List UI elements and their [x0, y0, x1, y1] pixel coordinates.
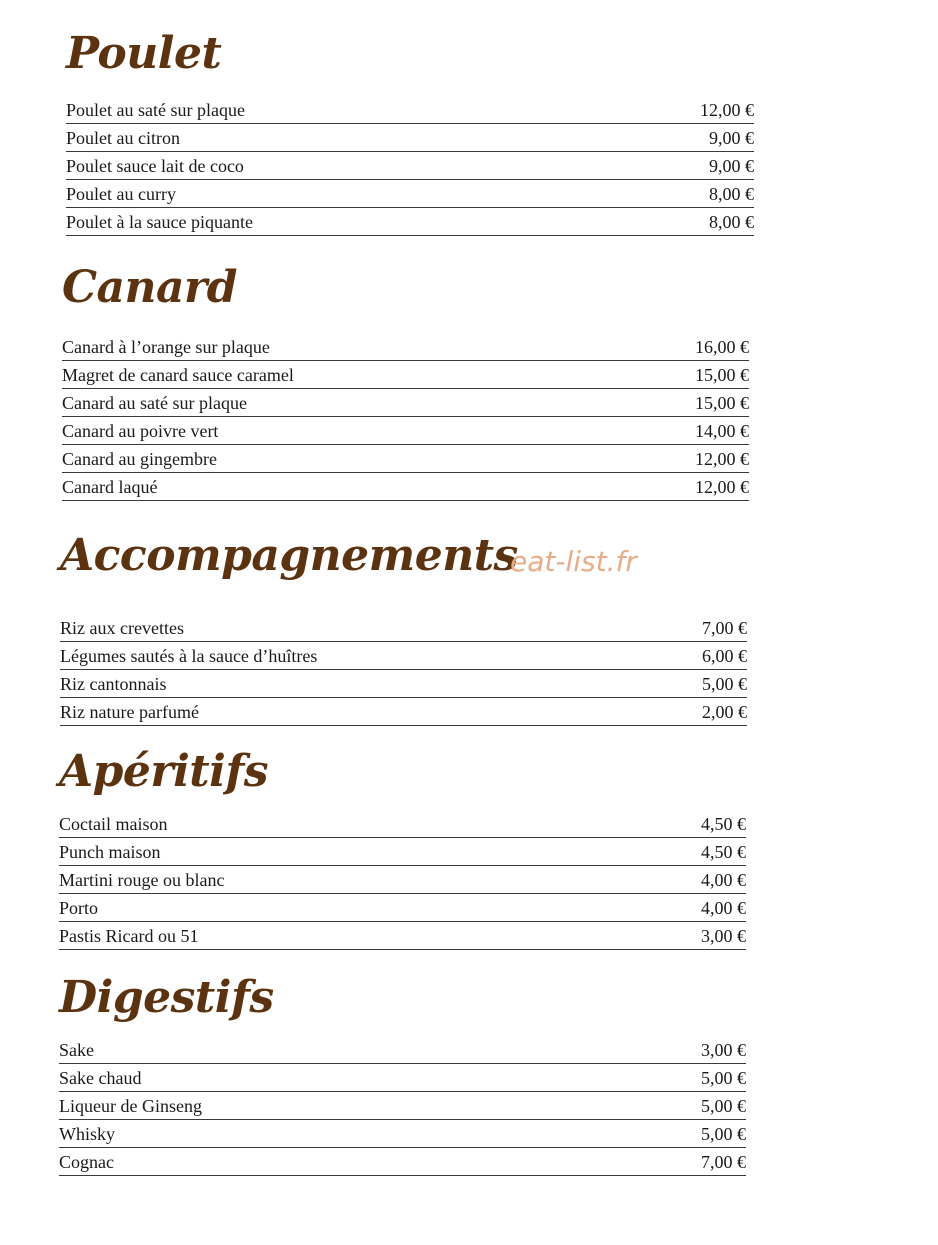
item-name: Coctail maison: [59, 814, 168, 834]
menu-item: [60, 698, 747, 726]
menu-item: [60, 642, 747, 670]
item-price: 12,00 €: [695, 477, 749, 497]
section-poulet: [66, 26, 754, 232]
item-name: Poulet au saté sur plaque: [66, 100, 245, 120]
item-name: Poulet au curry: [66, 184, 176, 204]
item-name: Canard au gingembre: [62, 449, 217, 469]
item-price: 9,00 €: [709, 156, 754, 176]
menu-item: [59, 894, 746, 922]
menu-item: [66, 124, 754, 152]
menu-item: [62, 445, 749, 473]
item-price: 14,00 €: [695, 421, 749, 441]
menu-item: [62, 417, 749, 445]
menu-item: [62, 333, 749, 361]
item-price: 12,00 €: [695, 449, 749, 469]
menu-item: [62, 361, 749, 389]
menu-item: [66, 152, 754, 180]
item-name: Riz nature parfumé: [60, 702, 199, 722]
menu-item: [60, 670, 747, 698]
menu-item: [59, 810, 746, 838]
menu-item: [62, 473, 749, 501]
menu-item: [66, 180, 754, 208]
item-name: Martini rouge ou blanc: [59, 870, 225, 890]
section-title: Accompagnements: [60, 530, 518, 581]
section-digestifs: [59, 970, 746, 1172]
section-aperitifs: [59, 744, 746, 946]
item-price: 4,00 €: [701, 870, 746, 890]
item-name: Canard au saté sur plaque: [62, 393, 247, 413]
item-price: 8,00 €: [709, 184, 754, 204]
item-name: Cognac: [59, 1152, 114, 1172]
section-title: Poulet: [66, 28, 222, 79]
menu-list: [59, 1036, 746, 1176]
menu-item: [59, 866, 746, 894]
menu-item: [59, 1120, 746, 1148]
item-price: 4,50 €: [701, 814, 746, 834]
item-price: 12,00 €: [700, 100, 754, 120]
item-price: 2,00 €: [702, 702, 747, 722]
item-name: Magret de canard sauce caramel: [62, 365, 294, 385]
item-name: Sake chaud: [59, 1068, 142, 1088]
section-accompagnements: [60, 528, 747, 722]
menu-item: [59, 1148, 746, 1176]
watermark: eat-list.fr: [510, 545, 637, 578]
menu-item: [59, 922, 746, 950]
menu-item: [62, 389, 749, 417]
item-name: Riz aux crevettes: [60, 618, 184, 638]
item-price: 5,00 €: [701, 1124, 746, 1144]
menu-list: [59, 810, 746, 950]
menu-list: [60, 614, 747, 726]
item-price: 8,00 €: [709, 212, 754, 232]
item-name: Punch maison: [59, 842, 161, 862]
menu-item: [59, 838, 746, 866]
menu-list: [62, 333, 749, 501]
item-price: 15,00 €: [695, 365, 749, 385]
section-title: Canard: [62, 262, 237, 313]
item-price: 16,00 €: [695, 337, 749, 357]
section-title: Digestifs: [59, 972, 274, 1023]
item-price: 5,00 €: [701, 1096, 746, 1116]
item-price: 7,00 €: [702, 618, 747, 638]
item-price: 7,00 €: [701, 1152, 746, 1172]
item-price: 3,00 €: [701, 1040, 746, 1060]
menu-item: [66, 208, 754, 236]
item-name: Poulet à la sauce piquante: [66, 212, 253, 232]
item-name: Pastis Ricard ou 51: [59, 926, 199, 946]
section-title: Apéritifs: [59, 746, 269, 797]
item-name: Riz cantonnais: [60, 674, 167, 694]
item-name: Porto: [59, 898, 99, 918]
item-price: 9,00 €: [709, 128, 754, 148]
item-name: Canard au poivre vert: [62, 421, 219, 441]
item-price: 15,00 €: [695, 393, 749, 413]
menu-item: [59, 1064, 746, 1092]
menu-list: [66, 96, 754, 236]
menu-item: [60, 614, 747, 642]
item-price: 6,00 €: [702, 646, 747, 666]
item-price: 5,00 €: [701, 1068, 746, 1088]
item-name: Sake: [59, 1040, 94, 1060]
item-name: Poulet au citron: [66, 128, 180, 148]
item-name: Canard à l’orange sur plaque: [62, 337, 270, 357]
item-name: Poulet sauce lait de coco: [66, 156, 244, 176]
section-canard: [62, 260, 749, 497]
item-price: 4,50 €: [701, 842, 746, 862]
menu-item: [59, 1092, 746, 1120]
item-name: Liqueur de Ginseng: [59, 1096, 202, 1116]
menu-item: [59, 1036, 746, 1064]
item-price: 4,00 €: [701, 898, 746, 918]
item-name: Whisky: [59, 1124, 115, 1144]
item-price: 3,00 €: [701, 926, 746, 946]
item-name: Canard laqué: [62, 477, 158, 497]
menu-item: [66, 96, 754, 124]
item-name: Légumes sautés à la sauce d’huîtres: [60, 646, 318, 666]
item-price: 5,00 €: [702, 674, 747, 694]
